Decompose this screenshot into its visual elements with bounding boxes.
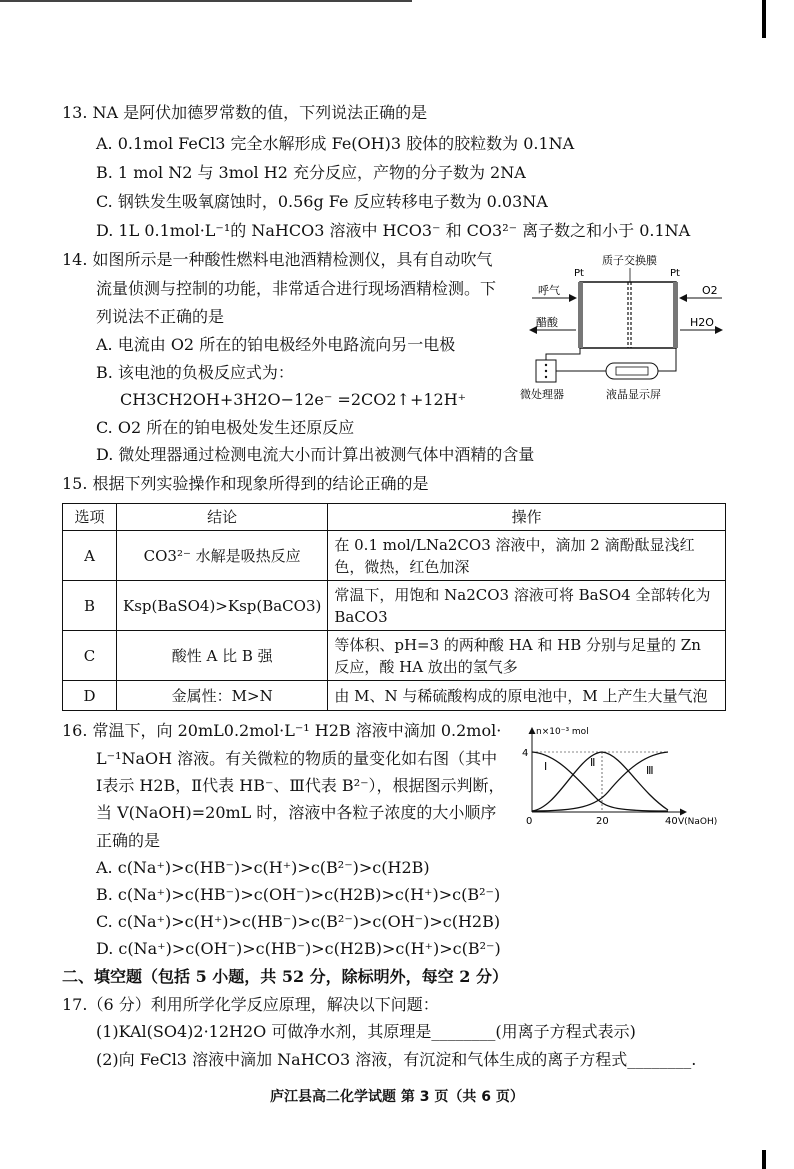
row-a-operation: 在 0.1 mol/LNa2CO3 溶液中，滴加 2 滴酚酞显浅红色，微热，红色加深 [328, 531, 726, 581]
header-operation: 操作 [328, 504, 726, 531]
q17-part-1: (1)KAl(SO4)2·12H2O 可做净水剂，其原理是________(用离子方程式表示) [96, 1022, 636, 1041]
q16-stem-line-4: 当 V(NaOH)=20mL 时，溶液中各粒子浓度的大小顺序 [96, 803, 497, 822]
scan-edge-mark-bottom-right [762, 1150, 766, 1169]
q13-option-b: B. 1 mol N2 与 3mol H2 充分反应，产物的分子数为 2NA [96, 163, 526, 182]
lcd-label: 液晶显示屏 [606, 388, 661, 401]
table-row [63, 631, 726, 681]
q13-option-d: D. 1L 0.1mol·L⁻¹的 NaHCO3 溶液中 HCO3⁻ 和 CO3²⁻ 离子数之和小于 0.1NA [96, 221, 691, 240]
q14-option-c: C. O2 所在的铂电极处发生还原反应 [96, 418, 355, 437]
page-footer: 庐江县高二化学试题 第 3 页（共 6 页） [270, 1089, 524, 1105]
row-d-conclusion: 金属性：M>N [117, 681, 328, 711]
micro-label: 微处理器 [520, 388, 564, 401]
membrane-label: 质子交换膜 [602, 254, 657, 267]
left-wire [546, 348, 580, 360]
lcd-screen-box [606, 363, 658, 379]
fuel-cell-diagram [510, 250, 730, 410]
header-option: 选项 [63, 504, 117, 531]
x-tick-20: 20 [596, 816, 609, 827]
q16-stem-line-3: Ⅰ表示 H2B，Ⅱ代表 HB⁻、Ⅲ代表 B²⁻），根据图示判断， [96, 776, 505, 795]
y-tick-4: 4 [522, 748, 529, 759]
table-header-row [63, 504, 726, 531]
q16-stem-line-1: 16. 常温下，向 20mL0.2mol·L⁻¹ H2B 溶液中滴加 0.2mol· [62, 721, 502, 740]
row-b-conclusion: Ksp(BaSO4)>Ksp(BaCO3) [117, 581, 328, 631]
q16-option-d: D. c(Na⁺)>c(OH⁻)>c(HB⁻)>c(H2B)>c(H⁺)>c(B²⁻) [96, 939, 501, 958]
q17-stem: 17.（6 分）利用所学化学反应原理，解决以下问题： [62, 995, 439, 1014]
h2o-label: H2O [690, 316, 714, 329]
x-tick-0: 0 [526, 816, 533, 827]
q16-option-a: A. c(Na⁺)>c(HB⁻)>c(H⁺)>c(B²⁻)>c(H2B) [96, 858, 430, 877]
acetic-label: 醋酸 [536, 316, 558, 329]
breath-label: 呼气 [538, 284, 560, 297]
pt-right-label: Pt [670, 268, 680, 279]
q14-option-b-equation: CH3CH2OH+3H2O−12e⁻ =2CO2↑+12H⁺ [120, 390, 467, 409]
table-row [63, 681, 726, 711]
row-a-option: A [63, 531, 117, 581]
table-row [63, 581, 726, 631]
curve-i [532, 752, 668, 811]
q13-option-c: C. 钢铁发生吸氧腐蚀时，0.56g Fe 反应转移电子数为 0.03NA [96, 192, 548, 211]
curve-label-iii: Ⅲ [646, 764, 654, 777]
x-tick-40: 40 [665, 816, 678, 827]
scan-edge-mark-top-left [0, 0, 412, 2]
row-b-operation: 常温下，用饱和 Na2CO3 溶液可将 BaSO4 全部转化为 BaCO3 [328, 581, 726, 631]
q14-stem-line-3: 列说法不正确的是 [96, 307, 225, 326]
row-d-operation: 由 M、N 与稀硫酸构成的原电池中，M 上产生大量气泡 [328, 681, 726, 711]
scan-edge-mark-top-right [762, 0, 766, 38]
row-c-conclusion: 酸性 A 比 B 强 [117, 631, 328, 681]
header-conclusion: 结论 [117, 504, 328, 531]
row-b-option: B [63, 581, 117, 631]
q14-option-d: D. 微处理器通过检测电流大小而计算出被测气体中酒精的含量 [96, 445, 535, 464]
pt-left-label: Pt [574, 268, 584, 279]
row-c-option: C [63, 631, 117, 681]
q13-option-a: A. 0.1mol FeCl3 完全水解形成 Fe(OH)3 胶体的胶粒数为 0.1NA [96, 134, 575, 153]
q15-table [62, 503, 726, 711]
q14-option-b: B. 该电池的负极反应式为： [96, 363, 294, 382]
q14-option-a: A. 电流由 O2 所在的铂电极经外电路流向另一电极 [96, 335, 456, 354]
q14-stem-line-2: 流量侦测与控制的功能，非常适合进行现场酒精检测。下 [96, 279, 497, 298]
curve-label-ii: Ⅱ [590, 756, 596, 769]
species-graph [518, 720, 730, 830]
q16-option-c: C. c(Na⁺)>c(H⁺)>c(HB⁻)>c(B²⁻)>c(OH⁻)>c(H2B) [96, 912, 501, 931]
q17-part-2: (2)向 FeCl3 溶液中滴加 NaHCO3 溶液，有沉淀和气体生成的离子方程式________. [96, 1050, 697, 1069]
table-row [63, 531, 726, 581]
left-pt-electrode [578, 282, 583, 348]
q14-stem-line-1: 14. 如图所示是一种酸性燃料电池酒精检测仪，具有自动吹气 [62, 250, 493, 269]
row-c-operation: 等体积、pH=3 的两种酸 HA 和 HB 分别与足量的 Zn 反应，酸 HA 放出的氢气多 [328, 631, 726, 681]
curve-label-i: Ⅰ [544, 760, 548, 773]
q13-stem: 13. NA 是阿伏加德罗常数的值，下列说法正确的是 [62, 103, 428, 122]
row-a-conclusion: CO3²⁻ 水解是吸热反应 [117, 531, 328, 581]
q16-option-b: B. c(Na⁺)>c(HB⁻)>c(OH⁻)>c(H2B)>c(H⁺)>c(B²⁻) [96, 885, 501, 904]
q16-stem-line-2: L⁻¹NaOH 溶液。有关微粒的物质的量变化如右图（其中 [96, 749, 498, 768]
row-d-option: D [63, 681, 117, 711]
right-wire [658, 348, 676, 371]
y-axis-label: n×10⁻³ mol [536, 727, 589, 737]
o2-label: O2 [702, 284, 718, 297]
section-2-heading: 二、填空题（包括 5 小题，共 52 分，除标明外，每空 2 分） [62, 967, 508, 986]
q16-stem-line-5: 正确的是 [96, 831, 161, 850]
x-axis-label: V(NaOH) [678, 817, 718, 827]
right-pt-electrode [673, 282, 678, 348]
q15-stem: 15. 根据下列实验操作和现象所得到的结论正确的是 [62, 474, 429, 493]
